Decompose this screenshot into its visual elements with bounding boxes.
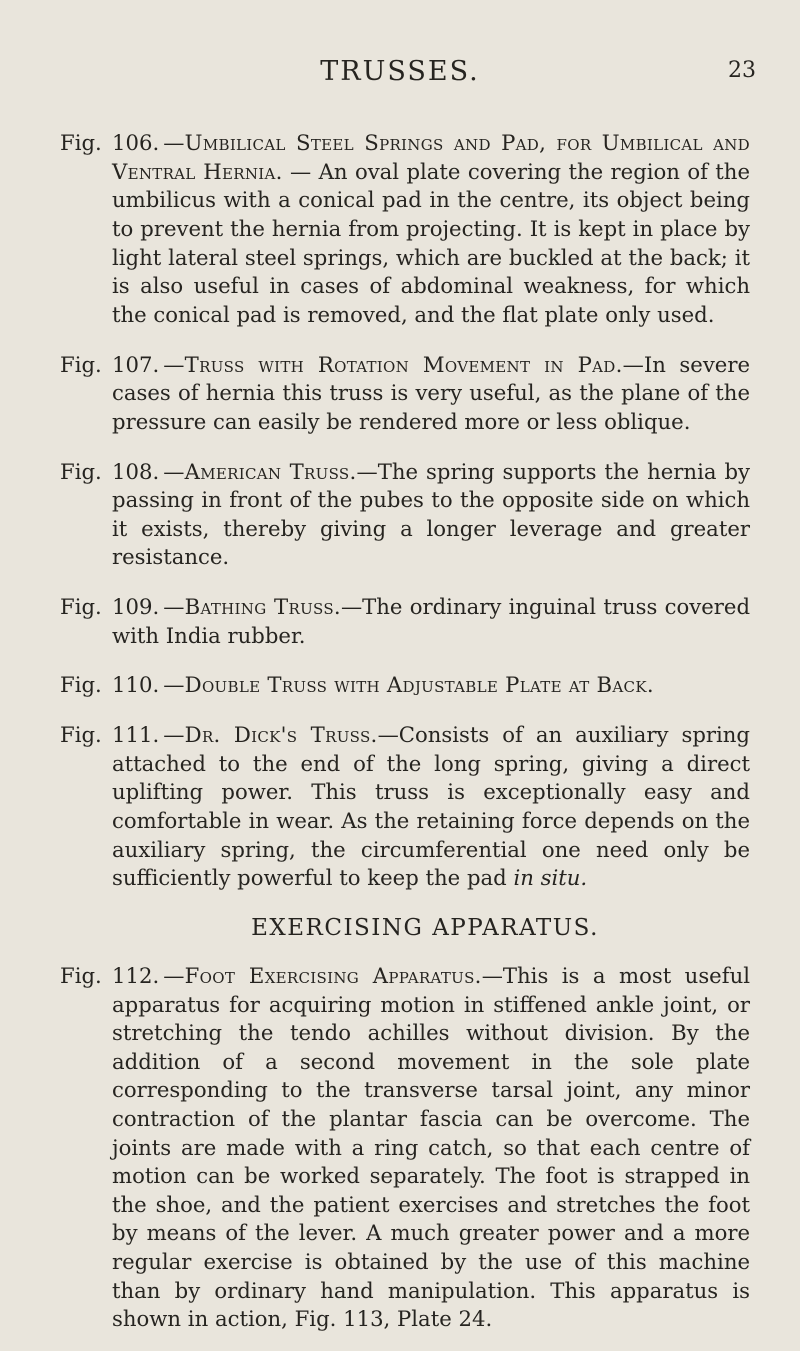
entry-title: —American Truss. <box>163 458 357 484</box>
figure-entry-107 <box>60 351 750 437</box>
section-heading: EXERCISING APPARATUS. <box>251 914 599 941</box>
fig-number: 106. <box>112 130 160 156</box>
entry-title: —Foot Exercising Apparatus. <box>163 962 482 988</box>
entry-body: —Consists of an auxiliary spring attached to the end of the long spring, giving a direct uplifting power. This truss is exceptionally easy and comfortable in wear. As the retaining force depends on the auxiliary spring, the circumferential one need only be sufficiently powerful to keep the pad <box>112 722 750 891</box>
entry-title: —Bathing Truss. <box>163 594 341 620</box>
fig-label: Fig. <box>60 672 102 698</box>
figure-entry-111 <box>60 721 750 893</box>
figure-entry-112 <box>60 962 750 1334</box>
fig-label: Fig. <box>60 722 102 748</box>
fig-number: 108. <box>112 458 160 484</box>
fig-label: Fig. <box>60 130 102 156</box>
entry-title: —Truss with Rotation Movement in Pad. <box>163 351 623 377</box>
fig-label: Fig. <box>60 458 102 484</box>
fig-number: 110. <box>112 672 160 698</box>
entry-title: —Dr. Dick's Truss. <box>163 722 378 748</box>
fig-label: Fig. <box>60 351 102 377</box>
fig-label: Fig. <box>60 594 102 620</box>
fig-number: 111. <box>112 722 160 748</box>
entry-body: — An oval plate covering the region of the umbilicus with a conical pad in the centre, its object being to prevent the hernia from projecting. It is kept in place by light lateral steel springs, which are buckled at the back; it is also useful in cases of abdominal weakness, for which the conical pad is removed, and the flat plate only used. <box>112 158 750 327</box>
entry-title: —Umbilical Steel Springs and Pad, for Umbilical and Ventral Hernia. <box>112 130 750 184</box>
entry-body: —This is a most useful apparatus for acquiring motion in stiffened ankle joint, or stretching the tendo achilles without division. By the addition of a second movement in the sole plate corresponding to the transverse tarsal joint, any minor contraction of the plantar fascia can be overcome. The joints are made with a ring catch, so that each centre of motion can be worked separately. The foot is strapped in the shoe, and the patient exercises and stretches the foot by means of the lever. A much greater power and a more regular exercise is obtained by the use of this machine than by ordinary hand manipulation. This apparatus is shown in action, Fig. 113, Plate 24. <box>112 962 750 1332</box>
entry-body: —In severe cases of hernia this truss is very useful, as the plane of the pressure can easily be rendered more or less oblique. <box>112 351 750 434</box>
running-head <box>0 56 800 92</box>
figure-entry-110 <box>60 671 750 700</box>
entry-body-italic: in situ. <box>513 865 588 891</box>
fig-number: 112. <box>112 962 160 988</box>
page-number: 23 <box>728 58 756 83</box>
page-title: TRUSSES. <box>320 56 480 87</box>
entry-body: —The ordinary inguinal truss covered with India rubber. <box>112 594 751 648</box>
entry-body: —The spring supports the hernia by passing in front of the pubes to the opposite side on which it exists, thereby giving a longer leverage and greater resistance. <box>112 458 750 570</box>
figure-entry-106 <box>60 129 750 329</box>
figure-entry-109 <box>60 593 750 650</box>
entries-list <box>60 108 750 1351</box>
fig-number: 109. <box>112 594 160 620</box>
fig-number: 107. <box>112 351 160 377</box>
fig-label: Fig. <box>60 962 102 988</box>
figure-entry-108 <box>60 458 750 572</box>
entry-title: —Double Truss with Adjustable Plate at Back. <box>163 672 654 698</box>
